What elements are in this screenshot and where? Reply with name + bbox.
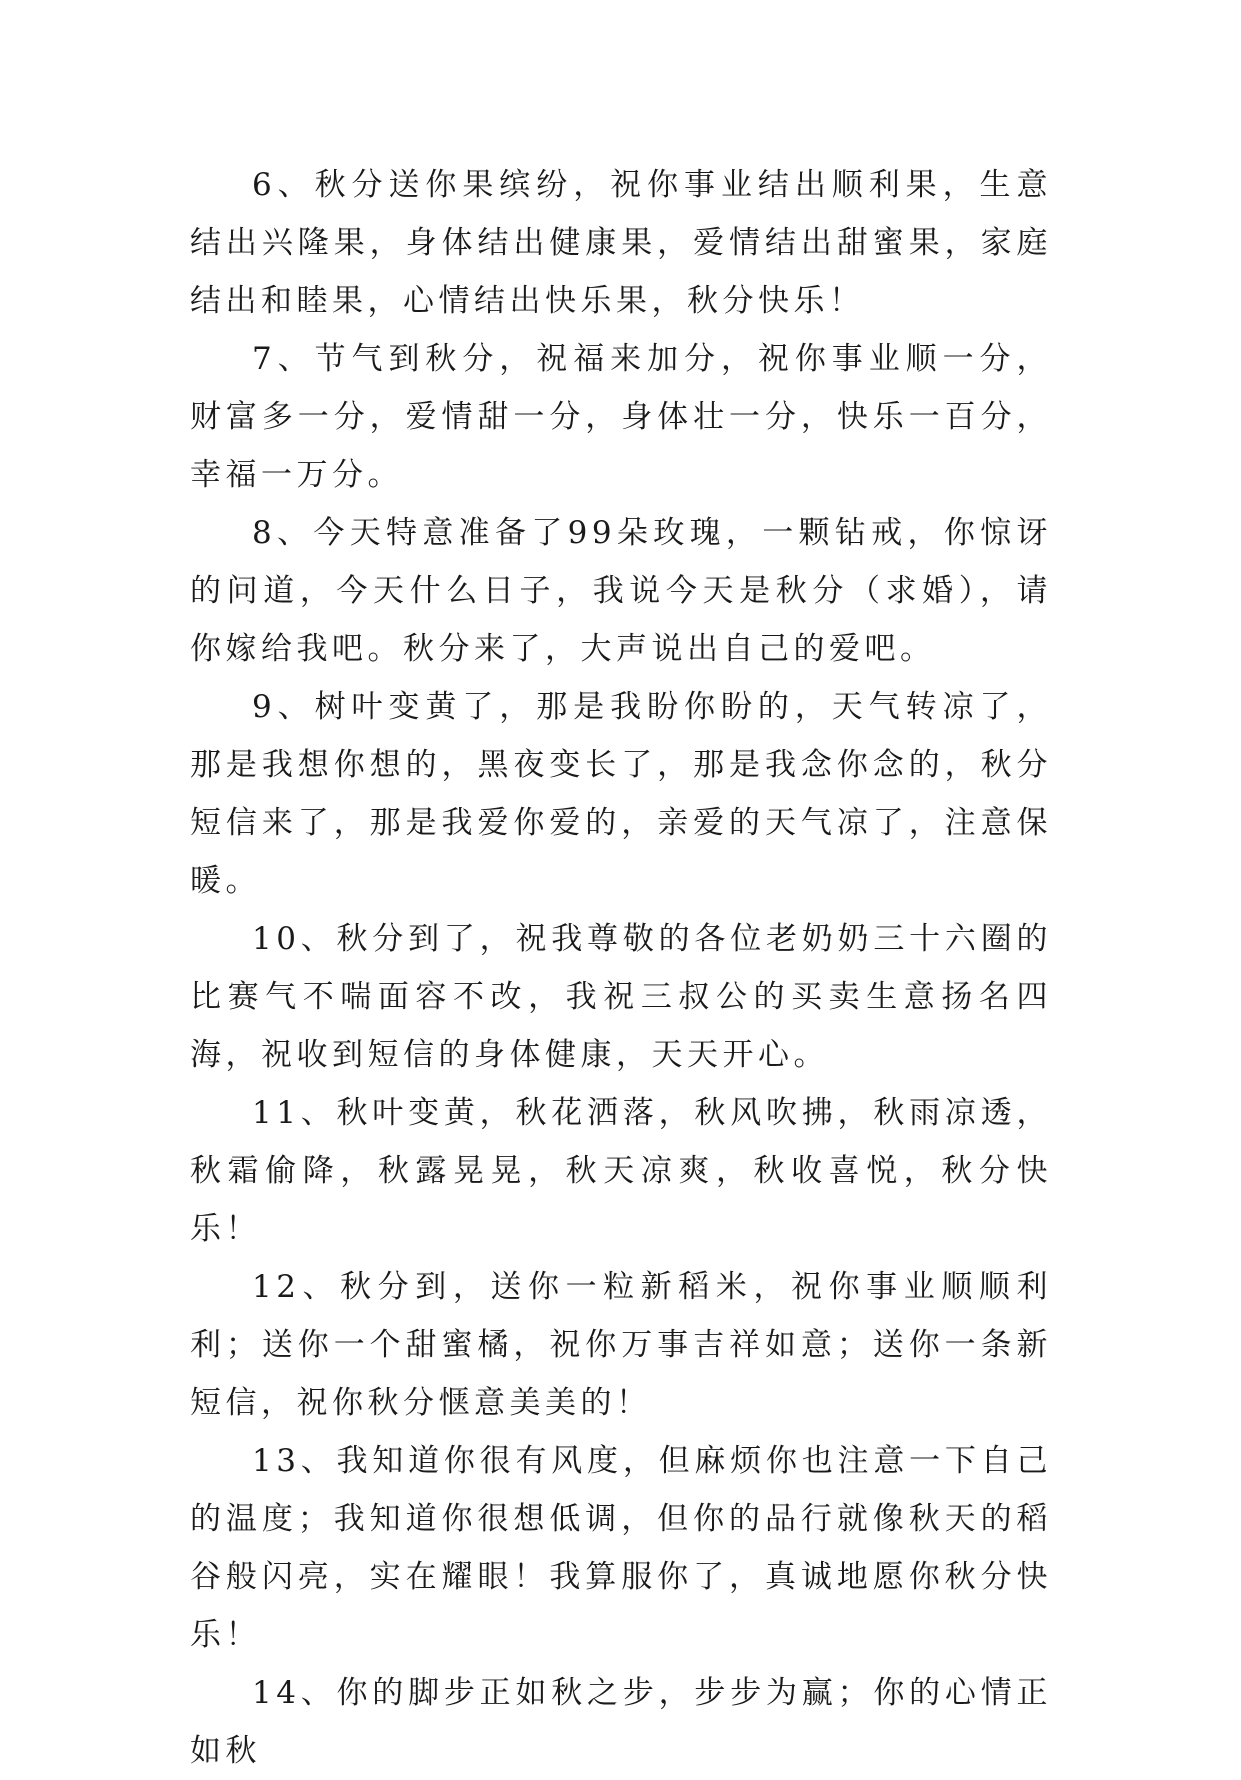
paragraph-6: 6、秋分送你果缤纷，祝你事业结出顺利果，生意结出兴隆果，身体结出健康果，爱情结出甜蜜果，家庭结出和睦果，心情结出快乐果，秋分快乐！ xyxy=(190,167,1052,319)
paragraph-9: 9、树叶变黄了，那是我盼你盼的，天气转凉了，那是我想你想的，黑夜变长了，那是我念你念的，秋分短信来了，那是我爱你爱的，亲爱的天气凉了，注意保暖。 xyxy=(190,689,1052,899)
paragraph-8: 8、今天特意准备了99朵玫瑰，一颗钻戒，你惊讶的问道，今天什么日子，我说今天是秋分（求婚），请你嫁给我吧。秋分来了，大声说出自己的爱吧。 xyxy=(190,515,1052,667)
paragraph-13: 13、我知道你很有风度，但麻烦你也注意一下自己的温度；我知道你很想低调，但你的品行就像秋天的稻谷般闪亮，实在耀眼！我算服你了，真诚地愿你秋分快乐！ xyxy=(190,1443,1052,1653)
paragraph-11: 11、秋叶变黄，秋花洒落，秋风吹拂，秋雨凉透，秋霜偷降，秋露晃晃，秋天凉爽，秋收喜悦，秋分快乐！ xyxy=(190,1095,1052,1247)
document-body xyxy=(190,156,1052,1780)
paragraph-12: 12、秋分到，送你一粒新稻米，祝你事业顺顺利利；送你一个甜蜜橘，祝你万事吉祥如意；送你一条新短信，祝你秋分惬意美美的！ xyxy=(190,1269,1052,1421)
paragraph-14: 14、你的脚步正如秋之步，步步为赢；你的心情正如秋 xyxy=(190,1675,1052,1769)
paragraph-7: 7、节气到秋分，祝福来加分，祝你事业顺一分，财富多一分，爱情甜一分，身体壮一分，快乐一百分，幸福一万分。 xyxy=(190,341,1052,493)
paragraph-10: 10、秋分到了，祝我尊敬的各位老奶奶三十六圈的比赛气不喘面容不改，我祝三叔公的买卖生意扬名四海，祝收到短信的身体健康，天天开心。 xyxy=(190,921,1052,1073)
